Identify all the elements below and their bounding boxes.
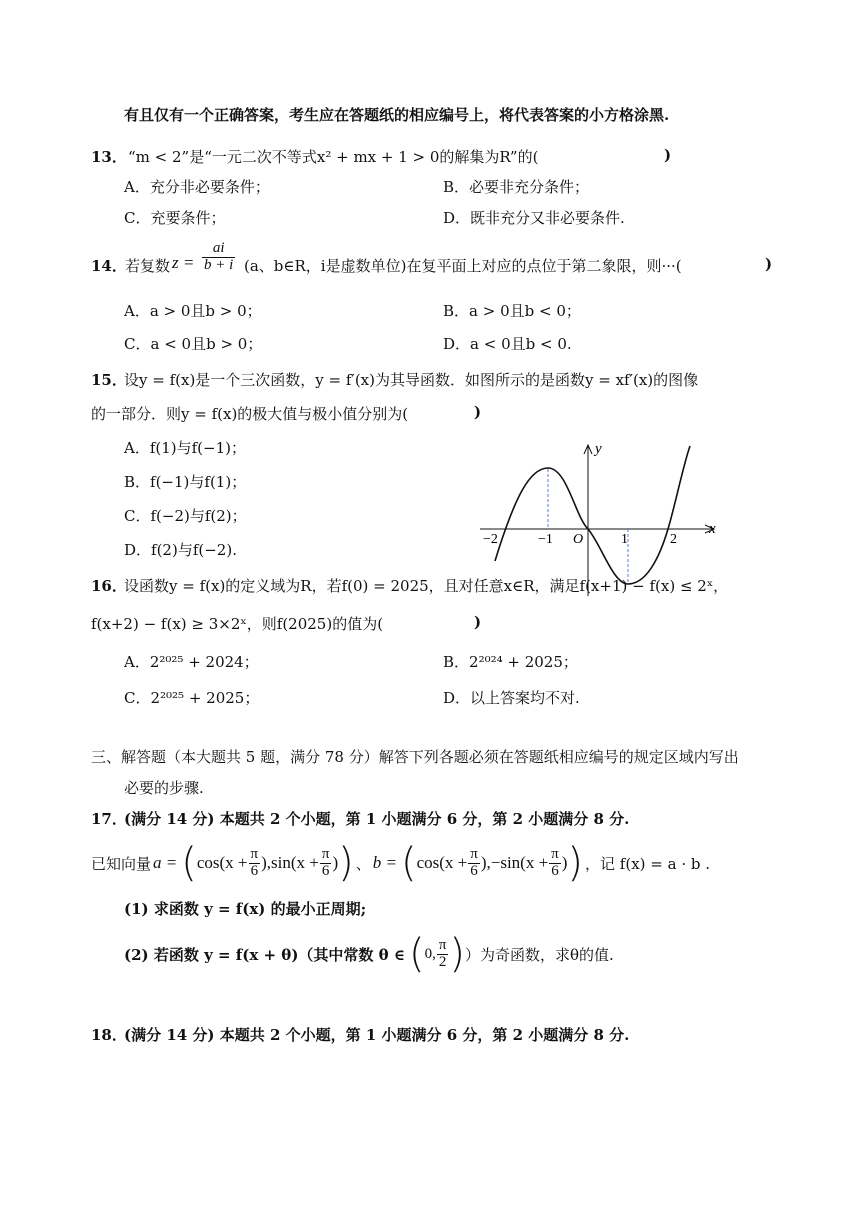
graph-tick-neg1: −1 [538,532,553,547]
question-14-option-b: B．a > 0且b < 0； [443,302,581,320]
graph-origin-label: O [573,532,584,547]
question-15-line1: 设y = f(x)是一个三次函数，y = f′(x)为其导函数．如图所示的是函数y = xf′(x)的图像 [124,371,699,389]
question-15-option-d: D．f(2)与f(−2). [124,541,237,559]
graph-tick-neg2: −2 [483,532,498,547]
question-15-option-b: B．f(−1)与f(1)； [124,473,247,491]
question-14-answer-bracket: ) [765,255,773,273]
question-17-pi-b1: π [470,845,478,862]
question-17-sin-term-a: ),sin(x + [261,853,319,872]
question-17-pi-over-6-b1 [468,847,480,880]
question-16-line1: 设函数y = f(x)的定义域为R，若f(0) = 2025，且对任意x∈R，满足f(x+1) − f(x) ≤ 2ˣ， [124,577,729,595]
question-17-number: 17． [91,810,127,828]
question-17-pi-c: π [438,936,447,953]
question-14-option-d: D．a < 0且b < 0. [443,335,572,353]
question-17-neg-sin-term-b: ),−sin(x + [480,853,549,872]
question-16-option-a: A．2²⁰²⁵ + 2024； [124,653,259,671]
question-14-fraction [202,241,235,274]
question-17-six-a2: 6 [321,862,330,879]
question-14-option-a: A．a > 0且b > 0； [124,302,262,320]
question-17-sub2-suffix: ）为奇函数，求θ的值. [465,945,614,964]
question-18-header: (满分 14 分) 本题共 2 个小题，第 1 小题满分 6 分，第 2 小题满分 8 分. [124,1026,630,1044]
question-17-vector-b-label: b = [372,853,397,872]
question-14-fraction-numerator: ai [202,241,235,258]
question-13-option-c: C．充要条件； [124,209,226,227]
question-16-number: 16． [91,577,127,595]
question-17-interval-left-paren: ( [408,931,425,977]
question-13-option-a: A．充分非必要条件； [124,178,270,196]
question-13-option-b: B．必要非充分条件； [443,178,590,196]
question-15-answer-bracket: ) [474,403,482,421]
question-15-graph [475,436,735,598]
question-15-line2: 的一部分．则y = f(x)的极大值与极小值分别为( [91,405,409,423]
question-17-cos-term-a: cos(x + [196,853,248,872]
question-13-number: 13． [91,148,127,166]
question-17-pi-b2: π [551,845,559,862]
question-17-right-paren-b: ) [567,840,584,886]
question-17-interval-start: 0, [424,945,436,962]
question-17-close-a: ) [332,853,339,872]
question-17-six-b2: 6 [551,862,559,879]
question-17-close-b: ) [561,853,568,872]
question-15-option-a: A．f(1)与f(−1)； [124,439,246,457]
question-18-number: 18． [91,1026,127,1044]
question-16-option-c: C．2²⁰²⁵ + 2025； [124,689,260,707]
question-17-pi-over-6-a2 [320,847,332,880]
question-15-number: 15． [91,371,127,389]
question-13-stem: “m < 2”是“一元二次不等式x² + mx + 1 > 0的解集为R”的( [128,148,539,166]
question-14-option-c: C．a < 0且b > 0； [124,335,263,353]
question-14-number: 14． [91,257,127,275]
question-17-header: (满分 14 分) 本题共 2 个小题，第 1 小题满分 6 分，第 2 小题满分 8 分. [124,810,630,828]
question-16-option-b: B．2²⁰²⁴ + 2025； [443,653,578,671]
question-17-separator: 、 [355,854,371,873]
question-17-given-line [91,838,710,888]
section-3-heading: 三、解答题（本大题共 5 题，满分 78 分）解答下列各题必须在答题纸相应编号的规定区域内写出 [91,748,739,766]
question-17-given-prefix: 已知向量 [91,854,152,873]
question-15-option-c: C．f(−2)与f(2)； [124,507,247,525]
question-13-option-d: D．既非充分又非必要条件. [443,209,625,227]
question-17-right-paren-a: ) [338,840,354,886]
graph-y-label: y [595,441,602,457]
question-17-subquestion-2 [124,930,614,978]
question-17-subquestion-1: (1) 求函数 y = f(x) 的最小正周期; [124,900,367,918]
question-16-option-d: D．以上答案均不对. [443,689,580,707]
question-17-two: 2 [438,953,447,970]
question-17-given-tail: ，记 f(x) = a · b . [585,854,711,873]
section-intro-line: 有且仅有一个正确答案，考生应在答题纸的相应编号上，将代表答案的小方格涂黑. [124,106,670,124]
question-17-left-paren-a: ( [181,840,197,886]
question-14-fraction-denominator: b + i [204,256,234,273]
question-17-pi-a2: π [321,845,330,862]
question-17-sub2-prefix: (2) 若函数 y = f(x + θ)（其中常数 θ ∈ [124,945,405,964]
question-17-interval-right-paren: ) [449,931,466,977]
section-3-heading-continued: 必要的步骤. [124,779,204,797]
question-17-six-a1: 6 [250,862,259,879]
question-17-six-b1: 6 [470,862,478,879]
question-16-answer-bracket: ) [474,613,482,631]
question-17-pi-over-2 [437,938,449,971]
question-17-cos-term-b: cos(x + [416,853,468,872]
question-16-line2: f(x+2) − f(x) ≥ 3×2ˣ，则f(2025)的值为( [91,615,384,633]
question-17-pi-over-6-a1 [249,847,261,880]
question-17-left-paren-b: ( [400,840,417,886]
graph-curve [495,446,690,584]
question-14-stem-suffix: (a、b∈R，i是虚数单位)在复平面上对应的点位于第二象限，则···( [244,257,682,275]
graph-x-label: x [709,521,716,537]
question-17-vector-a-label: a = [153,853,178,872]
graph-tick-pos2: 2 [670,532,677,547]
question-13-answer-bracket: ) [664,146,672,164]
question-17-pi-over-6-b2 [549,847,561,880]
graph-tick-pos1: 1 [621,532,628,547]
question-17-pi-a1: π [250,845,259,862]
question-14-stem-prefix: 若复数 [125,257,171,275]
question-14-z-equals: z = [172,253,195,272]
